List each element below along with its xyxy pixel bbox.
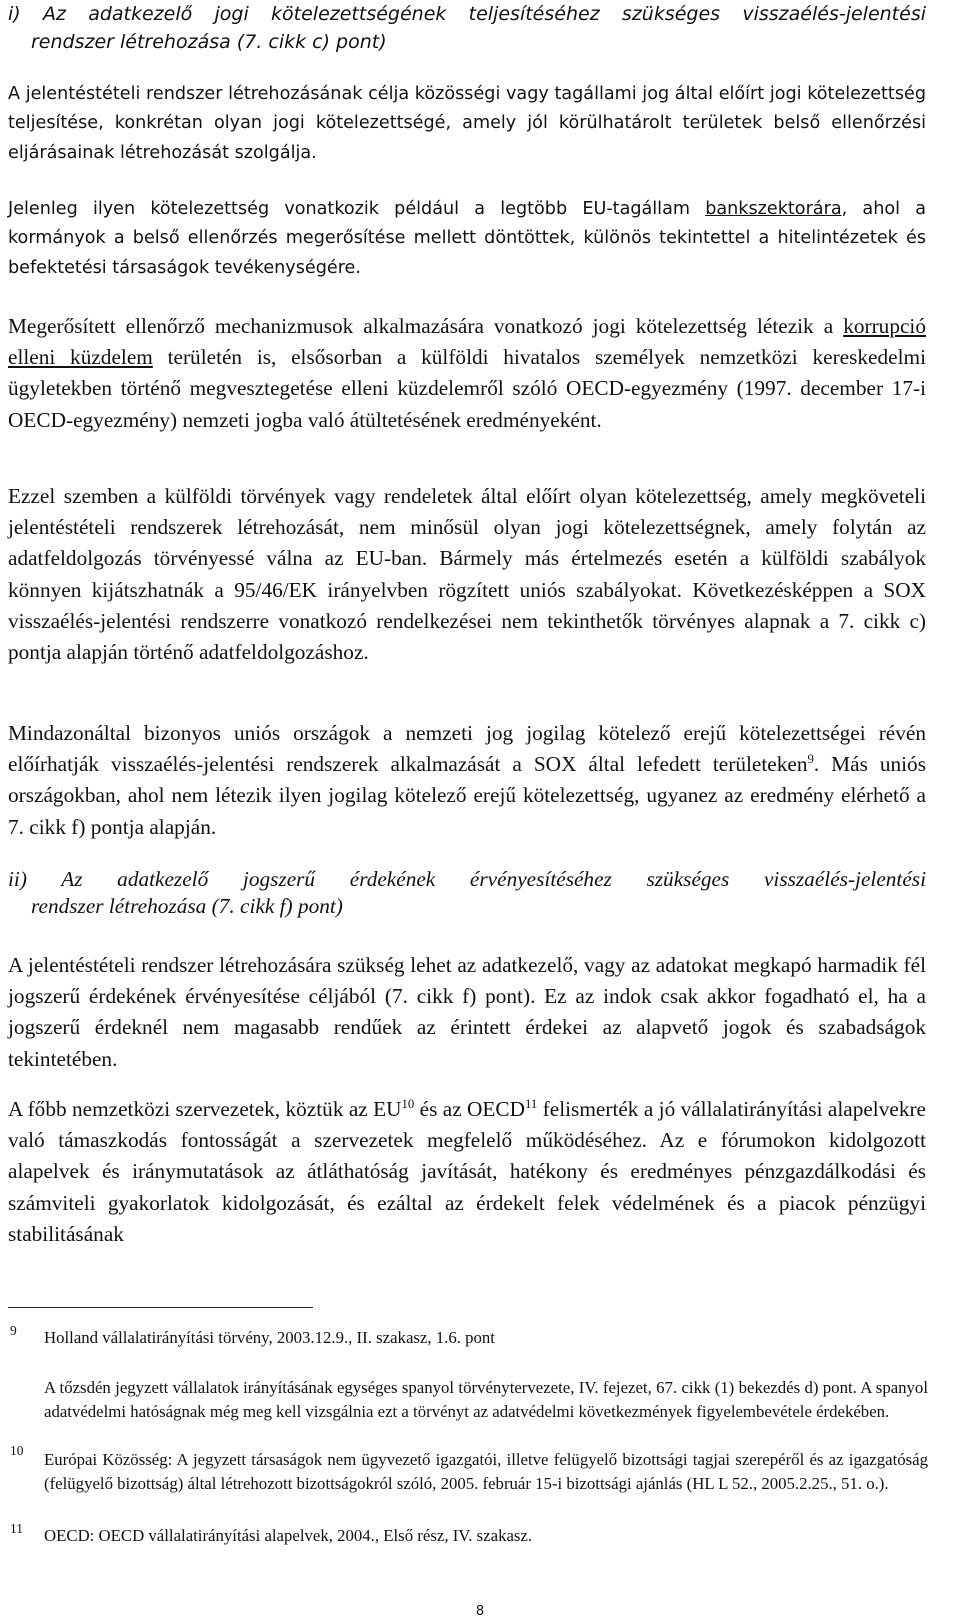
- section-i-paragraph-2: [8, 195, 926, 283]
- section-i-heading-line2: rendszer létrehozása (7. cikk c) pont): [31, 31, 387, 53]
- p2-text-after: , ahol a kormányok a belső ellenőrzés megerősítése mellett döntöttek, különös tekintettel a hitelintézetek és befektetési társaságok tevékenységére.: [8, 199, 926, 278]
- footnote-ref-11[interactable]: 11: [525, 1096, 538, 1111]
- footnote-text: Holland vállalatirányítási törvény, 2003.12.9., II. szakasz, 1.6. pont: [44, 1328, 495, 1347]
- section-ii-heading-line2: rendszer létrehozása (7. cikk f) pont): [31, 894, 343, 918]
- section-ii-paragraph-2: [8, 1094, 926, 1250]
- footnote-text: Európai Közösség: A jegyzett társaságok nem ügyvezető igazgatói, illetve felügyelő bizottsági tagjai szerepéről és az igazgatóság (felügyelő bizottság) által létrehozott bizottságokról szóló, 2005. február 15-i bizottsági ajánlás (HL L 52., 2005.2.25., 51. o.).: [44, 1450, 928, 1493]
- footnote-separator: [8, 1307, 313, 1308]
- section-ii-paragraph-1: A jelentéstételi rendszer létrehozására szükség lehet az adatkezelő, vagy az adatokat megkapó harmadik fél jogszerű érdekének érvényesítése céljából (7. cikk f) pont). Ez az indok csak akkor fogadható el, ha a jogszerű érdeknél nem magasabb rendűek az érintett érdekei az alapvető jogok és szabadságok tekintetében.: [8, 953, 926, 1071]
- p2-text-before: Jelenleg ilyen kötelezettség vonatkozik például a legtöbb EU-tagállam: [8, 199, 706, 219]
- footnote-number: 9: [10, 1323, 17, 1338]
- p6-text-b: és az OECD: [414, 1097, 525, 1121]
- p6-text-a: A főbb nemzetközi szervezetek, köztük az EU: [8, 1097, 402, 1121]
- footnote-ref-9[interactable]: 9: [807, 752, 814, 767]
- korrupcio-link[interactable]: korrupció elleni küzdelem: [8, 314, 926, 370]
- footnote-text: A tőzsdén jegyzett vállalatok irányításának egységes spanyol törvénytervezete, IV. fejezet, 67. cikk (1) bekezdés d) pont. A spanyol adatvédelmi hatóságnak még meg kell vizsgálnia ezt a törvényt az adatvédelmi következmények figyelembevétele érdekében.: [44, 1378, 928, 1421]
- section-i-paragraph-1: A jelentéstételi rendszer létrehozásának célja közösségi vagy tagállami jog által előírt jogi kötelezettség teljesítése, konkrétan olyan jogi kötelezettségé, amely jól körülhatárolt területek belső ellenőrzési eljárásainak létrehozását szolgálja.: [8, 84, 926, 163]
- footnote-number: 11: [10, 1521, 23, 1536]
- section-i-paragraph-5: [8, 718, 926, 843]
- footnote-text: OECD: OECD vállalatirányítási alapelvek, 2004., Első rész, IV. szakasz.: [44, 1526, 533, 1545]
- page-number: 8: [475, 1604, 485, 1619]
- p5-text-after: . Más uniós országokban, ahol nem létezik ilyen jogilag kötelező erejű kötelezettség, ugyanez az eredmény elérhető a 7. cikk f) pontja alapján.: [8, 752, 926, 839]
- section-ii-heading: [8, 866, 926, 920]
- section-i-paragraph-3: [8, 311, 926, 436]
- p3-text-before: Megerősített ellenőrző mechanizmusok alkalmazására vonatkozó jogi kötelezettség létezik a: [8, 314, 844, 338]
- p6-text-c: felismerték a jó vállalatirányítási alapelvekre való támaszkodás fontosságát a szervezetek megfelelő működéséhez. Az e fórumokon kidolgozott alapelvek és iránymutatások az átláthatóság javítását, hatékony és eredményes pénzgazdálkodási és számviteli gyakorlatok kidolgozását, és ezáltal az érdekelt felek védelmének és a piacok pénzügyi stabilitásának: [8, 1097, 927, 1246]
- section-i-paragraph-4: Ezzel szemben a külföldi törvények vagy rendeletek által előírt olyan kötelezettség, amely megköveteli jelentéstételi rendszerek létrehozását, nem minősül olyan jogi kötelezettségnek, amely folytán az adatfeldolgozás törvényessé válna az EU-ban. Bármely más értelmezés esetén a külföldi szabályok könnyen kijátszhatnák a 95/46/EK irányelvben rögzített uniós szabályokat. Következésképpen a SOX visszaélés-jelentési rendszerre vonatkozó rendelkezései nem tekinthetők törvényes alapnak a 7. cikk c) pontja alapján történő adatfeldolgozáshoz.: [8, 484, 926, 665]
- section-i-heading-line1: i) Az adatkezelő jogi kötelezettségének teljesítéséhez szükséges visszaélés-jelentési: [8, 3, 926, 25]
- section-i-heading: [8, 0, 926, 56]
- footnote-number: 10: [10, 1443, 24, 1458]
- bankszektor-link[interactable]: bankszektorára: [705, 199, 842, 219]
- p3-text-after: területén is, elsősorban a külföldi hivatalos személyek nemzetközi kereskedelmi ügyletekben történő megvesztegetése elleni küzdelemről szóló OECD-egyezmény (1997. december 17-i OECD-egyezmény) nemzeti jogba való átültetésének eredményeként.: [8, 345, 927, 432]
- section-ii-heading-line1: ii) Az adatkezelő jogszerű érdekének érvényesítéséhez szükséges visszaélés-jelentési: [8, 867, 926, 891]
- p5-text-before: Mindazonáltal bizonyos uniós országok a nemzeti jog jogilag kötelező erejű kötelezettségei révén előírhatják visszaélés-jelentési rendszerek alkalmazását a SOX által lefedett területeken: [8, 721, 926, 777]
- footnote-ref-10[interactable]: 10: [401, 1096, 415, 1111]
